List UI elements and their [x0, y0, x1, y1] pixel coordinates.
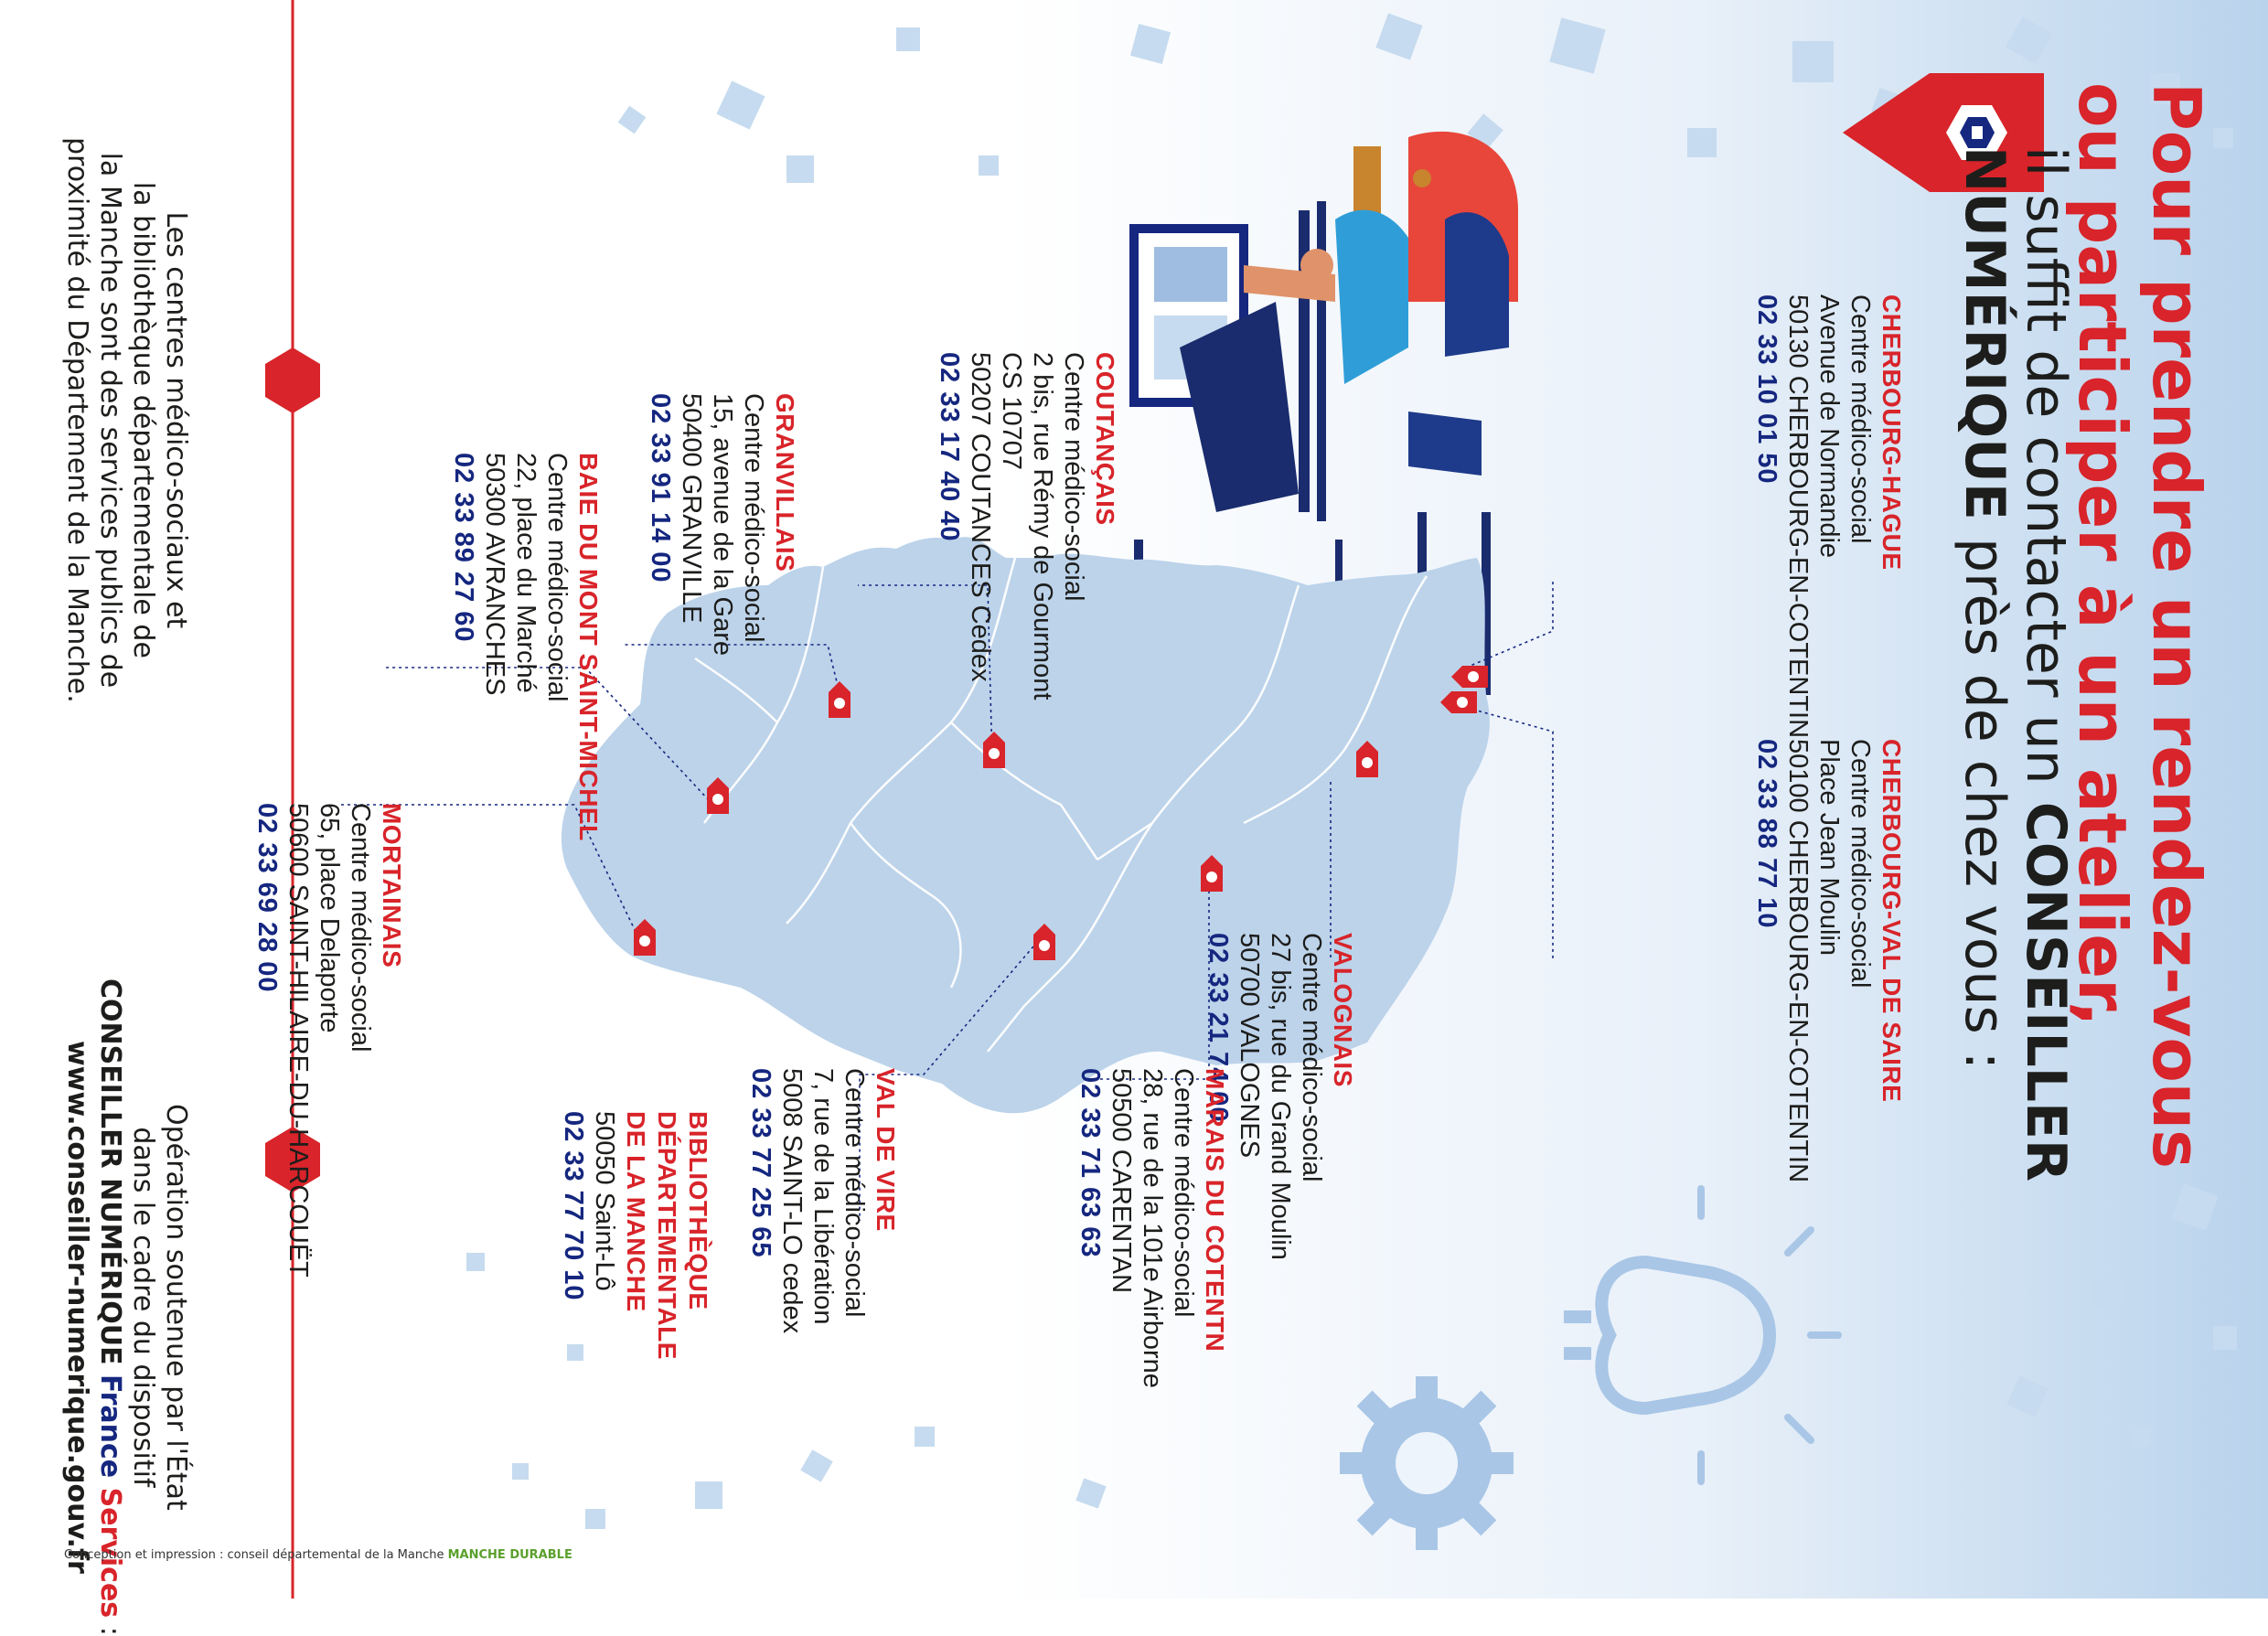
footer-right-line: Opération soutenue par l'État	[160, 1104, 192, 1511]
office-name: CHERBOURG-HAGUE	[1878, 294, 1906, 571]
footer-left-paragraph	[60, 137, 192, 703]
office-coutancais	[934, 352, 1120, 700]
office-name: BIBLIOTHÈQUE DÉPARTEMENTALE DE LA MANCHE	[622, 1111, 712, 1360]
credit-text: Conception et impression : conseil départemental de la Manche	[64, 1548, 448, 1562]
office-phone: 02 33 69 28 00	[252, 803, 282, 993]
footer-services: Services	[94, 1487, 126, 1619]
office-line: Centre médico-social	[542, 453, 572, 702]
office-cherbourg-val-de-saire	[1751, 739, 1907, 1182]
headline-line-1: Pour prendre un rendez-vous	[2138, 82, 2215, 1169]
office-name: BAIE DU MONT SAINT-MICHEL	[574, 453, 603, 841]
office-line: Avenue de Normandie	[1814, 294, 1844, 559]
office-val-de-vire	[745, 1068, 901, 1333]
footer-colon: :	[94, 1618, 126, 1636]
office-line: Centre médico-social	[1169, 1068, 1198, 1318]
office-line: Centre médico-social	[1845, 294, 1875, 544]
footer-left-line: proximité du Département de la Manche.	[61, 137, 93, 703]
footer-conseiller-numerique: CONSEILLER NUMÉRIQUE	[94, 978, 126, 1375]
headline-black	[1953, 146, 2076, 1182]
office-name: MARAIS DU COTENTN	[1201, 1068, 1229, 1353]
office-line: 5008 SAINT-LO cedex	[777, 1068, 807, 1334]
footer-left-line: la Manche sont des services publics de	[94, 152, 126, 689]
footer-left-line: Les centres médico-sociaux et	[160, 211, 192, 629]
office-name: VALOGNAIS	[1329, 933, 1357, 1087]
footer-url-link[interactable]: www.conseiller-numerique.gouv.fr	[61, 1041, 93, 1574]
office-name: GRANVILLAIS	[771, 393, 799, 572]
office-bibliotheque	[558, 1111, 713, 1376]
office-line: 28, rue de la 101e Airborne	[1138, 1068, 1167, 1388]
office-line: Centre médico-social	[1059, 352, 1088, 602]
headline-conseiller: CONSEILLER	[2014, 801, 2078, 1182]
footer-right-paragraph	[60, 978, 192, 1636]
office-line: 50500 CARENTAN	[1107, 1068, 1136, 1294]
office-cherbourg-hague	[1751, 294, 1907, 738]
office-line: 65, place Delaporte	[315, 803, 344, 1033]
office-name: VAL DE VIRE	[872, 1068, 900, 1232]
footer-left-line: la bibliothèque départementale de	[127, 181, 159, 658]
office-line: 2 bis, rue Rémy de Gourmont	[1028, 352, 1057, 700]
office-phone: 02 33 21 74 00	[1204, 933, 1233, 1123]
office-line: 50400 GRANVILLE	[677, 393, 706, 624]
office-line: 50600 SAINT-HILAIRE-DU-HARCOUËT	[284, 803, 313, 1278]
office-line: 7, rue de la Libération	[808, 1068, 838, 1325]
office-line: 50207 COUTANCES Cedex	[966, 352, 995, 682]
office-line: Centre médico-social	[739, 393, 768, 643]
office-phone: 02 33 91 14 00	[646, 393, 675, 583]
headline-line-3-text: il suffit de contacter un	[2014, 146, 2078, 802]
office-phone: 02 33 10 01 50	[1752, 294, 1781, 485]
office-line: Centre médico-social	[1297, 933, 1326, 1182]
office-phone: 02 33 89 27 60	[449, 453, 478, 643]
office-line: Centre médico-social	[346, 803, 375, 1053]
office-granvillais	[645, 393, 800, 656]
office-line: 50700 VALOGNES	[1235, 933, 1264, 1159]
office-line: 50130 CHERBOURG-EN-COTENTIN	[1783, 294, 1813, 739]
headline-line-3	[2015, 146, 2076, 1182]
headline-line-2: ou participer à un atelier,	[2064, 82, 2142, 1027]
office-line: 50050 Saint-Lô	[590, 1111, 619, 1291]
office-phone: 02 33 88 77 10	[1752, 739, 1781, 929]
headline-line-4-text: près de chez vous :	[1952, 519, 2017, 1070]
office-line: 22, place du Marché	[511, 453, 540, 693]
credit-brand: MANCHE DURABLE	[447, 1548, 572, 1562]
office-line: 50300 AVRANCHES	[480, 453, 509, 696]
office-line: 27 bis, rue du Grand Moulin	[1266, 933, 1295, 1260]
office-baie-du-mont-saint-michel	[448, 453, 604, 841]
office-phone: 02 33 71 63 63	[1075, 1068, 1105, 1258]
office-phone: 02 33 17 40 40	[935, 352, 964, 542]
footer-right-line-3	[93, 978, 126, 1636]
headline-line-4	[1953, 146, 2015, 1182]
office-line: 15, avenue de la Gare	[708, 393, 737, 656]
office-phone: 02 33 77 70 10	[559, 1111, 588, 1301]
office-line: Centre médico-social	[1845, 739, 1875, 989]
office-name: COUTANÇAIS	[1091, 352, 1119, 526]
office-phone: 02 33 77 25 65	[746, 1068, 776, 1258]
headline-numerique: NUMÉRIQUE	[1952, 146, 2017, 520]
office-marais-du-cotentin	[1075, 1068, 1230, 1388]
office-line: CS 10707	[997, 352, 1026, 470]
credit-line	[64, 1548, 572, 1562]
headline-red	[2066, 82, 2213, 1169]
office-line: Centre médico-social	[840, 1068, 869, 1318]
footer-france: France	[94, 1374, 126, 1488]
office-name: CHERBOURG-VAL DE SAIRE	[1878, 739, 1906, 1103]
office-mortainais	[251, 803, 407, 1278]
office-line: 50100 CHERBOURG-EN-COTENTIN	[1783, 739, 1813, 1183]
office-name: MORTAINAIS	[378, 803, 406, 968]
footer-right-line: dans le cadre du dispositif	[127, 1127, 159, 1488]
office-line: Place Jean Moulin	[1814, 739, 1844, 956]
